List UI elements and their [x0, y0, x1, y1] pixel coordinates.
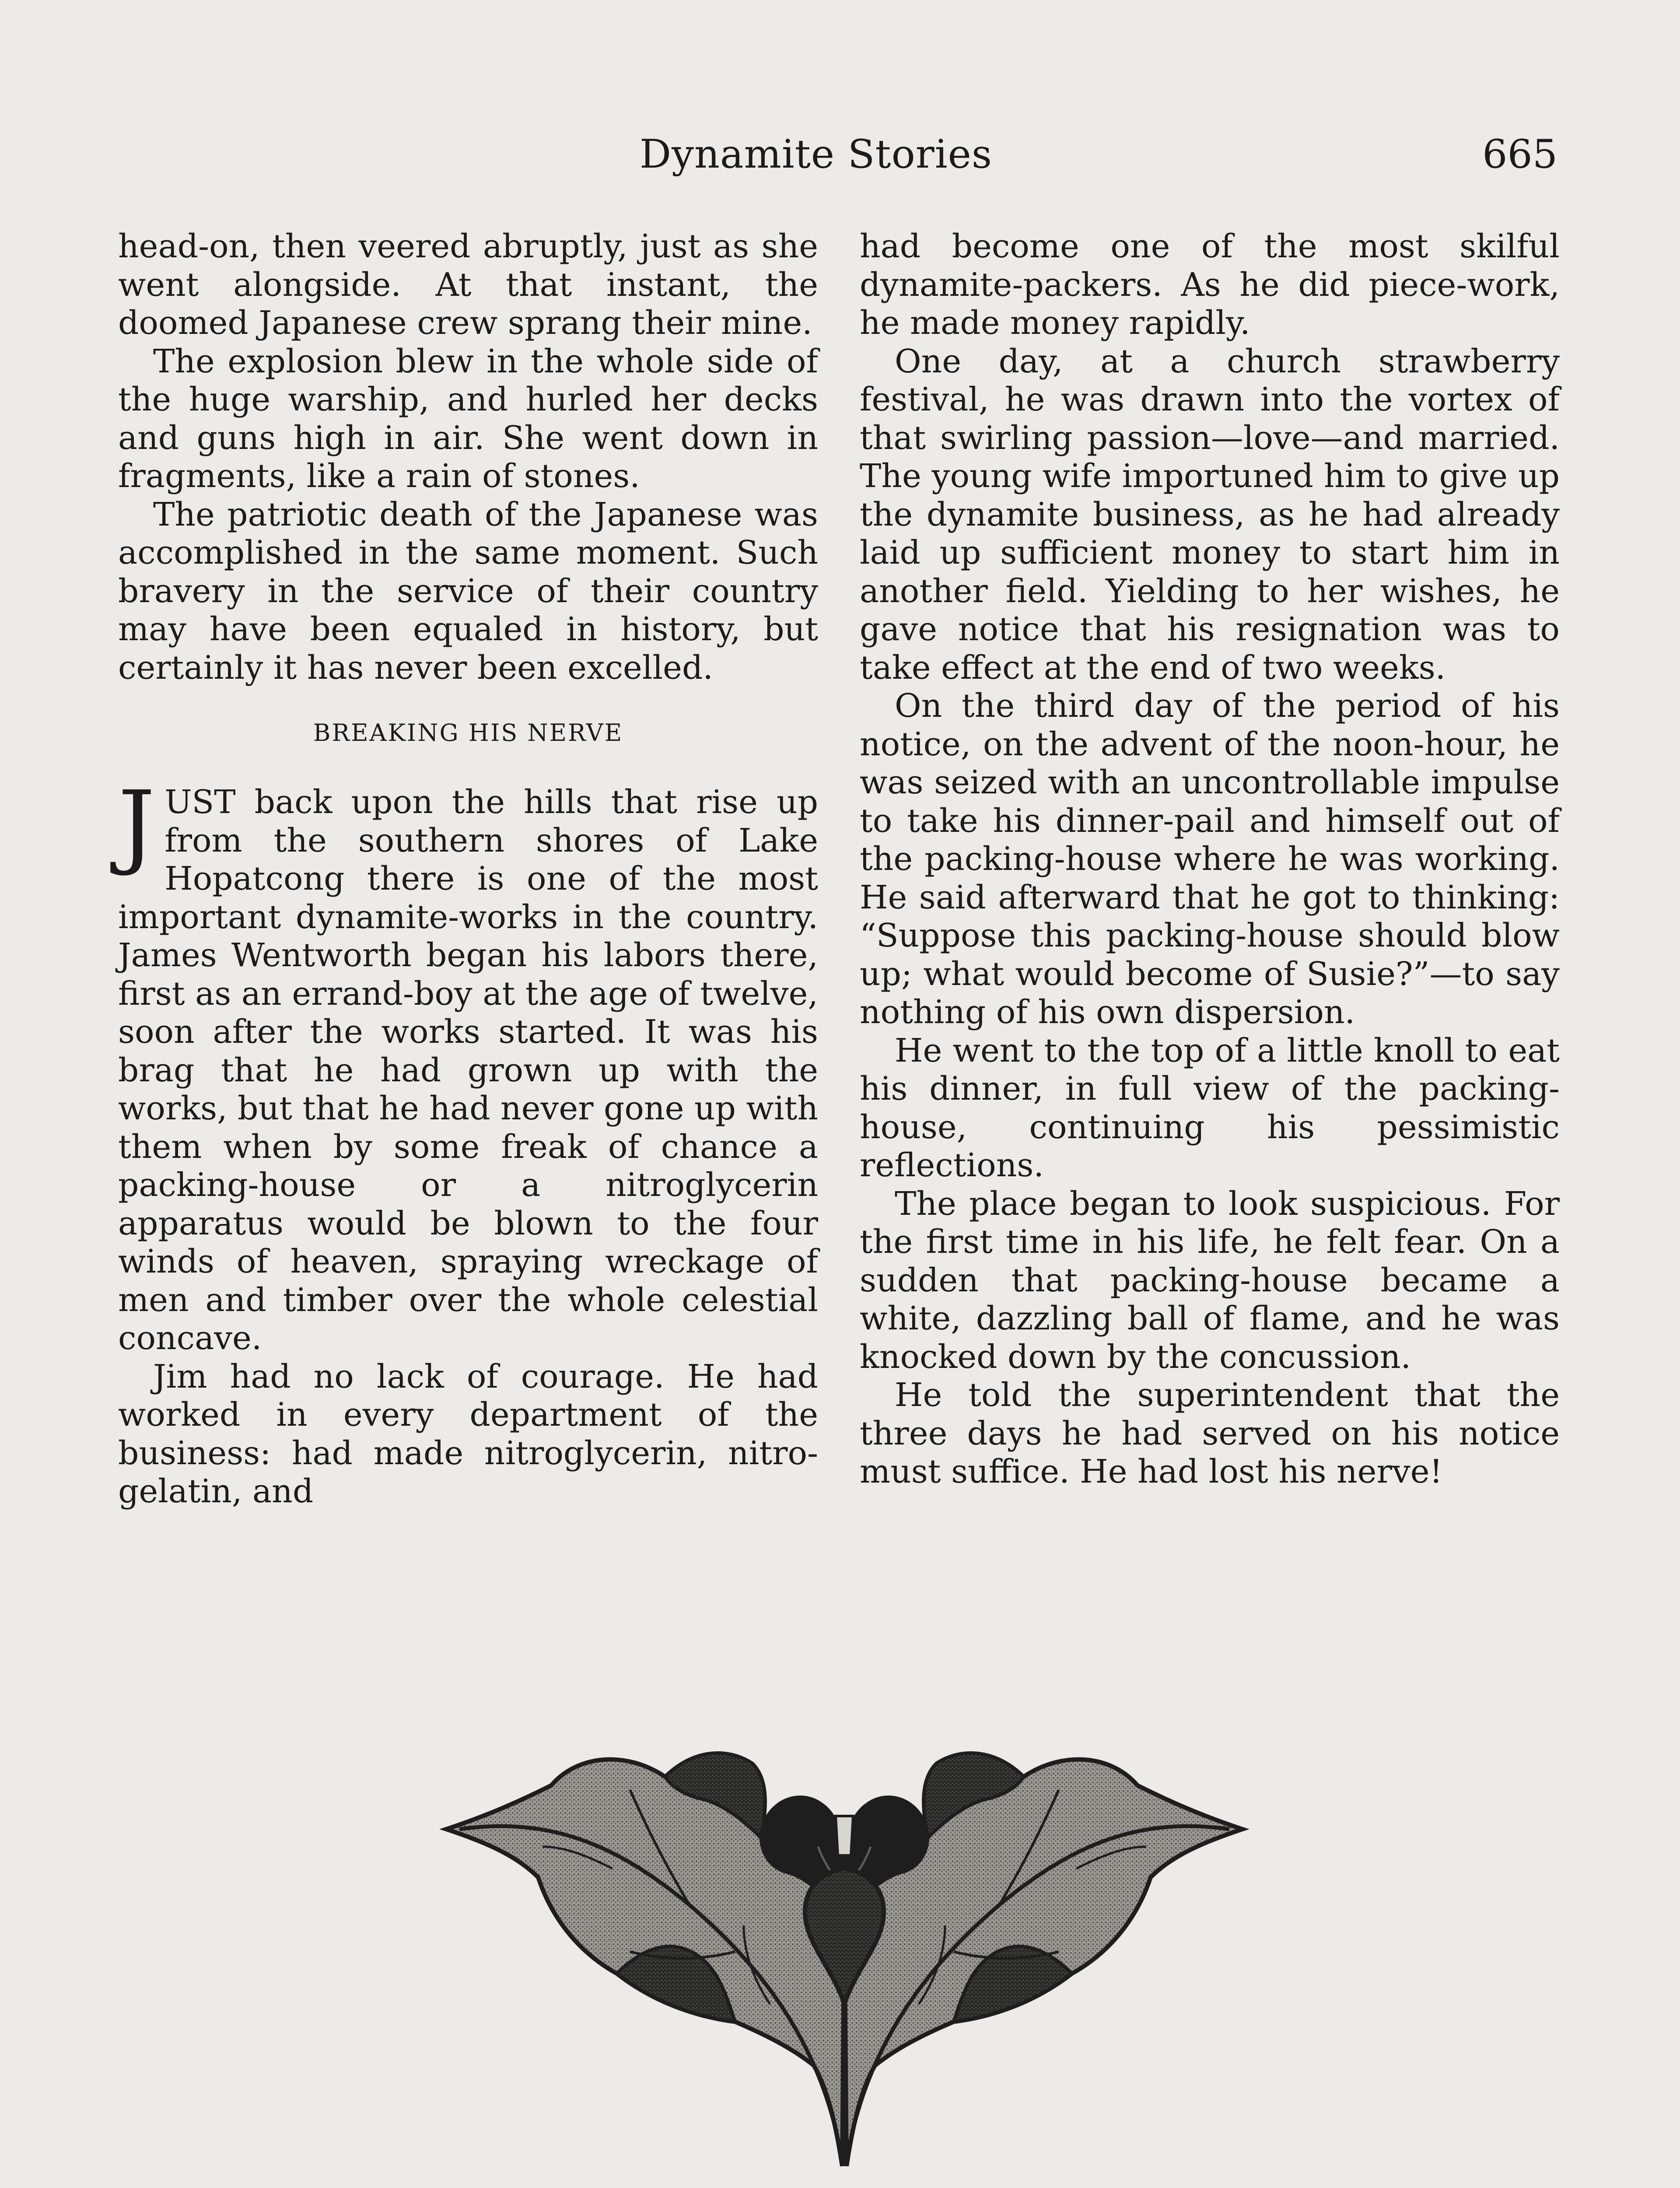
- paragraph-text: UST back upon the hills that rise up from the southern shores of Lake Hopatcong there is one of the most important dynamite-works in the country. James Wentworth began his labors there, first as an errand-boy at the age of twelve, soon after the works started. It was his brag that he had grown up with the works, but that he had never gone up with them when by some freak of chance a packing-house or a nitroglycerin apparatus would be blown to the four winds of heaven, spraying wreckage of men and timber over the whole celestial concave.: [118, 783, 818, 1357]
- drop-cap: J: [118, 771, 155, 878]
- ornament-right-half: [844, 1753, 1242, 2166]
- ornament-left-half: [446, 1753, 844, 2166]
- page-number: 665: [1482, 131, 1558, 177]
- paragraph: He went to the top of a little knoll to eat his dinner, in full view of the packing-house, continuing his pessimistic reflections.: [860, 1031, 1560, 1184]
- left-column: [118, 228, 818, 1511]
- running-title: Dynamite Stories: [639, 131, 993, 177]
- paragraph: One day, at a church strawberry festival, he was drawn into the vortex of that swirling passion—love—and married. The young wife importuned him to give up the dynamite business, as he had already laid up sufficient money to start him in another field. Yielding to her wishes, he gave notice that his resignation was to take effect at the end of two weeks.: [860, 342, 1560, 687]
- paragraph: head-on, then veered abruptly, just as she went alongside. At that instant, the doomed Japanese crew sprang their mine.: [118, 228, 818, 342]
- leaf-ornament-icon: [420, 1672, 1269, 2188]
- paragraph: had become one of the most skilful dynamite-packers. As he did piece-work, he made money rapidly.: [860, 228, 1560, 342]
- paragraph: The place began to look suspicious. For the first time in his life, he felt fear. On a sudden that packing-house became a white, dazzling ball of flame, and he was knocked down by the concussion.: [860, 1185, 1560, 1376]
- paragraph: He told the superintendent that the three days he had served on his notice must suffice. He had lost his nerve!: [860, 1376, 1560, 1490]
- paragraph: Jim had no lack of courage. He had worked in every department of the business: had made nitroglycerin, nitro-gelatin, and: [118, 1357, 818, 1510]
- right-column: [860, 228, 1560, 1491]
- section-heading: BREAKING HIS NERVE: [313, 719, 623, 747]
- paragraph: The explosion blew in the whole side of the huge warship, and hurled her decks and guns high in air. She went down in fragments, like a rain of stones.: [118, 342, 818, 495]
- paragraph: On the third day of the period of his notice, on the advent of the noon-hour, he was seized with an uncontrollable impulse to take his dinner-pail and himself out of the packing-house where he was working. He said afterward that he got to thinking: “Suppose this packing-house should blow up; what would become of Susie?”—to say nothing of his own dispersion.: [860, 687, 1560, 1031]
- story-opening-paragraph: [118, 771, 818, 1358]
- paragraph: The patriotic death of the Japanese was accomplished in the same moment. Such bravery in the service of their country may have been equaled in history, but certainly it has never been excelled.: [118, 495, 818, 687]
